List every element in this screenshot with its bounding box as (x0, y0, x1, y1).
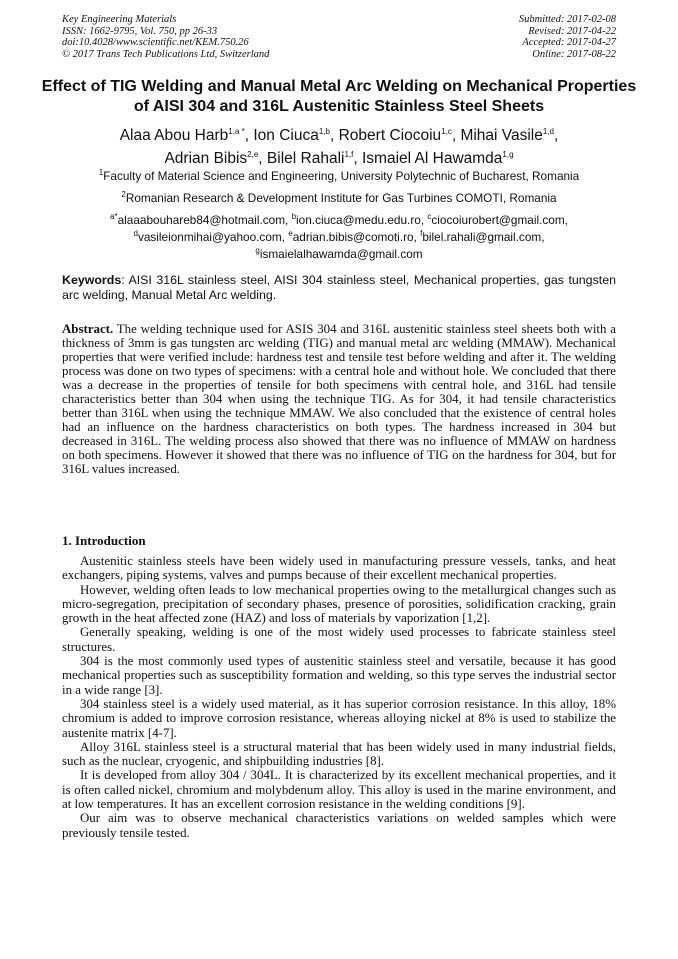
email[interactable]: bilel.rahali@gmail.com (422, 229, 542, 244)
affiliation-1 (40, 168, 638, 183)
doi: doi:10.4028/www.scientific.net/KEM.750.26 (62, 37, 249, 49)
email-sup: e (288, 228, 293, 238)
issn: ISSN: 1662-9795, Vol. 750, pp 26-33 (62, 25, 218, 37)
author-sup: 1,f (344, 150, 354, 160)
introduction-body (62, 554, 616, 840)
aff-text: Romanian Research & Development Institute for Gas Turbines COMOTI, Romania (125, 190, 557, 205)
paragraph: However, welding often leads to low mechanical properties owing to the metallurgical changes such as micro-segregation, precipitation of secondary phases, presence of porosities, solidification cracking, grain growth in the heat affected zone (HAZ) and loss of materials by vaporization [1,2]. (62, 582, 616, 626)
aff-text: Faculty of Material Science and Engineering, University Polytechnic of Bucharest, Romania (103, 168, 580, 183)
email[interactable]: vasileionmihai@yahoo.com (137, 229, 282, 244)
author: Bilel Rahali (266, 150, 345, 168)
email[interactable]: ismaielalhawamda@gmail.com (259, 246, 423, 261)
author-list: Alaa Abou Harb$^{1,a *}$, Ion Ciuca$^{1,b}$, Robert Ciocoiu$^{1,c}$, Mihai Vasile$^{1,d}$, Adrian Bibis$^{2,e}$, Bilel Rahali$^{1,f}$, Ismaiel Al Hawamda$^{1,g}$ (119, 127, 559, 168)
email-sup: b (291, 212, 297, 221)
email-sup: a* (110, 212, 118, 221)
email[interactable]: ciocoiurobert@gmail.com (431, 212, 565, 227)
email-sup: c (427, 212, 432, 221)
accepted-date: Accepted: 2017-04-27 (522, 37, 616, 49)
author-sup: 1,d (542, 127, 554, 136)
abstract (62, 322, 616, 477)
submitted-date: Submitted: 2017-02-08 (518, 14, 616, 25)
paragraph: It is developed from alloy 304 / 304L. It is characterized by its excellent mechanical properties, and it is often called nickel, chromium and molybdenum alloy. This alloy is used in the marine environment, and at low temperatures. It has an excellent corrosion resistance in the welding conditions [9]. (62, 768, 616, 812)
author-sup: 2,e (247, 150, 259, 160)
email-list: $^{a*}$alaaabouhareb84@hotmail.com, $^b$ion.ciuca@medu.edu.ro, $^c$ciocoiurobert@gmail.com, $^d$vasileionmihai@yahoo.com, $^e$adrian.bibis@comoti.ro, $^f$bilel.rahali@gmail.com, $^g$ismaielalhawamda@gmail.com (110, 212, 568, 261)
email[interactable]: alaaabouhareb84@hotmail.com (117, 212, 286, 227)
revised-date: Revised: 2017-04-22 (528, 25, 616, 37)
aff-sup: 2 (121, 190, 126, 199)
journal-name: Key Engineering Materials (62, 14, 177, 25)
paragraph: 304 stainless steel is a widely used material, as it has superior corrosion resistance. In this alloy, 18% chromium is added to improve corrosion resistance, whereas alloying nickel at 8% is used to stabilize the austenite matrix [4-7]. (62, 696, 616, 740)
paragraph: 304 is the most commonly used types of austenitic stainless steel and versatile, because it has good mechanical properties such as susceptibility formation and welding, so this type serves the industrial sector in a wide range [3]. (62, 654, 616, 697)
author: Ion Ciuca (253, 127, 319, 145)
author-sup: 1,a * (228, 127, 245, 136)
email-sup: g (255, 245, 260, 255)
email[interactable]: adrian.bibis@comoti.ro (292, 229, 414, 244)
author-sup: 1,b (318, 127, 330, 136)
keywords-label: Keywords (62, 273, 122, 287)
keywords-text: : AISI 316L stainless steel, AISI 304 stainless steel, Mechanical properties, gas tungsten arc welding, Manual Metal Arc welding. (62, 273, 616, 302)
email[interactable]: ion.ciuca@medu.edu.ro (296, 212, 421, 227)
author: Ismaiel Al Hawamda (362, 150, 503, 168)
paragraph: Alloy 316L stainless steel is a structural material that has been widely used in many industrial fields, such as the nuclear, cryogenic, and shipbuilding industries [8]. (62, 739, 616, 769)
keywords (62, 273, 616, 303)
author: Robert Ciocoiu (338, 127, 442, 145)
abstract-text: The welding technique used for ASIS 304 and 316L austenitic stainless steel sheets both with a thickness of 3mm is gas tungsten arc welding (TIG) and manual metal arc welding (MMAW). Mechanical properties that were verified include: hardness test and tensile test before welding and after it. The welding process was done on two types of specimens: with a central hole and without hole. We concluded that there was a decrease in the properties of tensile for both specimens with central hole, and 316L had tensile characteristics better than 304 when using the technique TIG. As for 304, it had tensile characteristics better than 316L when using the technique MMAW. We also concluded that the existence of central holes had an influence on the hardness characteristics on both types. The hardness increased in 304 but decreased in 316L. The welding process also showed that there was no influence of MMAW on hardness on both specimens. However it showed that there was no influence of TIG on the hardness for 304, but for 316L values increased. (62, 322, 616, 477)
journal-info (62, 14, 269, 60)
author: Alaa Abou Harb (119, 127, 229, 145)
email-sup: f (420, 228, 423, 238)
paragraph: Austenitic stainless steels have been widely used in manufacturing pressure vessels, tanks, and heat exchangers, piping systems, valves and pumps because of their excellent mechanical properties. (62, 554, 616, 583)
email-sup: d (133, 228, 138, 238)
abstract-label: Abstract. (62, 322, 114, 336)
paragraph: Generally speaking, welding is one of the most widely used processes to fabricate stainless steel structures. (62, 625, 616, 654)
author-sup: 1,g (502, 150, 514, 160)
author: Adrian Bibis (164, 150, 248, 168)
author: Mihai Vasile (460, 127, 543, 145)
paper-title: Effect of TIG Welding and Manual Metal Arc Welding on Mechanical Properties of AISI 304 and 316L Austenitic Stainless Steel Sheets (41, 78, 637, 115)
aff-sup: 1 (98, 168, 104, 177)
paragraph: Our aim was to observe mechanical characteristics variations on welded samples which were previously tensile tested. (62, 811, 616, 840)
copyright: © 2017 Trans Tech Publications Ltd, Switzerland (62, 48, 270, 60)
online-date: Online: 2017-08-22 (532, 48, 616, 60)
affiliation-2 (40, 190, 638, 205)
section-heading: 1. Introduction (62, 533, 146, 548)
dates-info (519, 14, 616, 60)
author-sup: 1,c (441, 127, 452, 136)
